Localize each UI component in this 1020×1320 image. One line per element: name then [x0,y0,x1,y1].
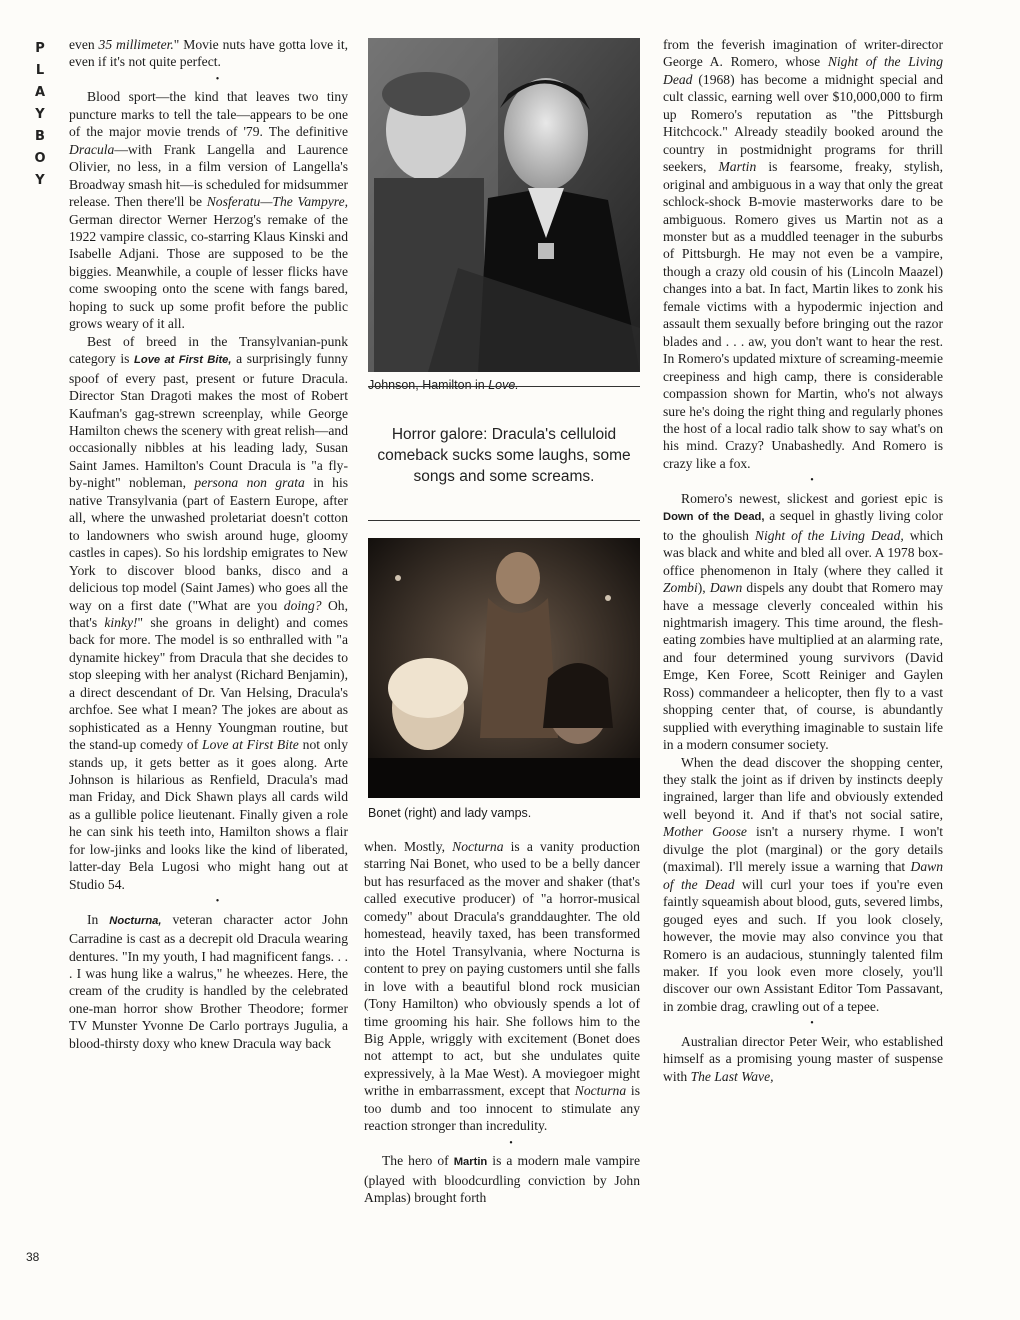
side-letter: O [34,151,46,166]
paragraph: The hero of Martin is a modern male vampire (played with bloodcurdling conviction by John Amplas) brought forth [364,1153,640,1206]
side-letter: B [35,129,45,144]
photo-illustration [368,538,640,798]
column-3 [663,36,943,1085]
paragraph: from the feverish imagination of writer-director George A. Romero, whose Night of the Living Dead (1968) has become a midnight special and cult classic, earning well over $10,000,000 to firm up Romero's reputation as "the Pittsburgh Hitchcock." Already steadily booked around the country in postmidnight programs for thrill seekers, Martin is fearsome, freaky, stylish, original and ambiguous in a way that only the great schlock-shock B-movie masterworks dare to be ambiguous. Romero gives us Martin not as a monster but as a muddled teenager in the suburbs of Pittsburgh. He may not even be a vampire, though a crazy old cousin of his (Lincoln Maazel) changes into a bat. In fact, Martin likes to zonk his female victims with a hypodermic injection and assault them sexually before bringing out the razor blades and . . . aw, you don't want to hear the rest. In Romero's updated mixture of screaming-meemie creepiness and high camp, there is considerable compassion shown for Martin, who's not always sure he's doing the right thing and regularly phones the host of a local radio talk show to say what's on his mind. Crazy? Unabashedly. And Romero is crazy like a fox. [663,37,943,471]
magazine-side-label [30,38,50,192]
section-separator: • [810,1018,814,1030]
section-separator: • [509,1137,513,1149]
paragraph: when. Mostly, Nocturna is a vanity production starring Nai Bonet, who used to be a belly dancer but has resurfaced as the mover and shaker (that's called executive producer) of "a horror-musical comedy" about Dracula's granddaughter. The old homestead, heavily taxed, has been transformed into the Hotel Transylvania, where Nocturna is content to prey on paying customers until she falls in love with a beautiful blond rock musician (Tony Hamilton) who obviously spends a lot of time grooming his hair. She follows him to the Big Apple, wriggly with excitement (Bonet does not attempt to act, but she undulates quite expressively, à la Mae West). A moviegoer might writhe in embarrassment, except that Nocturna is too dumb and too innocent to stimulate any reaction stronger than incredulity. [364,839,640,1134]
section-separator: • [215,73,220,85]
paragraph: Australian director Peter Weir, who established himself as a promising young master of suspense with The Last Wave, [663,1033,943,1084]
photo-bonet-vamps [368,538,640,798]
side-letter: Y [35,173,45,188]
photo-caption: Johnson, Hamilton in Love. [368,378,519,392]
paragraph: Blood sport—the kind that leaves two tiny puncture marks to tell the tale—appears to be one of the major movie trends of '79. The definitive Dracula—with Frank Langella and Laurence Olivier, no less, in a film version of Langella's Broadway smash hit—is scheduled for midsummer release. Then there'll be Nosferatu—The Vampyre, German director Werner Herzog's remake of the 1922 vampire classic, co-starring Klaus Kinski and Isabelle Adjani. Those are supposed to be the biggies. Meanwhile, a couple of lesser flicks have come swooping onto the scene with fangs bared, hoping to suck up some profit before the public grows weary of it all. [69,89,349,332]
section-separator: • [810,475,814,487]
section-separator: • [215,896,220,908]
side-letter: A [34,85,46,100]
side-letter: P [35,41,45,56]
column-1 [69,36,348,1052]
divider-rule [368,386,640,387]
photo-johnson-hamilton [368,38,640,372]
page-number: 38 [26,1250,40,1264]
column-2 [364,838,640,1207]
paragraph: Best of breed in the Transylvanian-punk category is Love at First Bite, a surprisingly funny spoof of every past, present or future Dracula. Director Stan Dragoti makes the most of Robert Kaufman's gag-strewn screenplay, while George Hamilton chews the scenery with great relish—and occasionally nibbles at his leading lady, Susan Saint James. Hamilton's Count Dracula is "a fly-by-night" nobleman, persona non grata in his native Transylvania (part of Eastern Europe, after all, where the unwashed proletariat doesn't cotton to landowners who swish around huge, gloomy castles in capes). So his lordship emigrates to New York to discover blood banks, disco and a delicious top model (Saint James) who goes all the way on a first date ("What are you doing? Oh, that's kinky!" she groans in delight) and comes back for more. The model is so enthralled with "a dynamite hickey" from Dracula that she decides to stop sleeping with her analyst (Richard Benjamin), a direct descendant of Dr. Van Helsing, Dracula's archfoe. See what I mean? The jokes are about as sophisticated as a Henny Youngman routine, but the stand-up comedy of Love at First Bite not only stands up, it gets better as it goes along. Arte Johnson is hilarious as Renfield, Dracula's mad man Friday, and Dick Shawn plays all cards wild as a gullible police lieutenant. Finally given a role he can sink his teeth into, Hamilton shows a flair for low-jinks and looks like the kind of liberated, latter-day Bela Lugosi who might hang out at Studio 54. [69,333,349,892]
paragraph: even 35 millimeter." Movie nuts have gotta love it, even if it's not quite perfect. [69,37,348,70]
photo-caption: Bonet (right) and lady vamps. [368,806,532,820]
photo-illustration [368,38,640,372]
paragraph: In Nocturna, veteran character actor John Carradine is cast as a decrepit old Dracula wearing dentures. "In my youth, I had magnificent fangs. . . . I was hung like a walrus," he wheezes. Here, the cream of the crudity is handled by the celebrated one-man horror show Brother Theodore; former TV Munster Yvonne De Carlo portrays Jugulia, a blood-thirsty doxy who knew Dracula way back [69,911,348,1051]
pull-quote: Horror galore: Dracula's celluloid comeback sucks some laughs, some songs and some screams. [377,426,631,485]
paragraph: When the dead discover the shopping center, they stalk the joint as if driven by instincts deeply ingrained, larger than life and obviously extended well beyond it. And if that's not social satire, Mother Goose isn't a nursery rhyme. I won't divulge the plot (marginal) or the gory details (maximal). I'll merely issue a warning that Dawn of the Dead will curl your toes if you're even faintly squeamish about blood, guts, severed limbs, gouged eyes and such. If you look closely, however, the movie may also convince you that Romero is an audacious, stunningly talented film maker. If you look even more closely, you'll discover our own Assistant Editor Tom Passavant, in zombie drag, crawling out of a tepee. [663,754,943,1014]
side-letter: Y [35,107,45,122]
divider-rule [368,520,640,521]
side-letter: L [35,63,45,78]
paragraph: Romero's newest, slickest and goriest epic is Down of the Dead, a sequel in ghastly living color to the ghoulish Night of the Living Dead, which was black and white and bled all over. A 1978 box-office phenomenon in Italy (where they called it Zombi), Dawn dispels any doubt that Romero may have a message cleverly concealed within his nightmarish imagery. This time around, the flesh-eating zombies have multiplied at an alarming rate, and four determined young survivors (David Emge, Ken Foree, Scott Reiniger and Gaylen Ross) commandeer a helicopter, then fly to a vast shopping center that, of course, is abundantly supplied with everything imaginable to sustain life in a modern consumer society. [663,490,944,753]
